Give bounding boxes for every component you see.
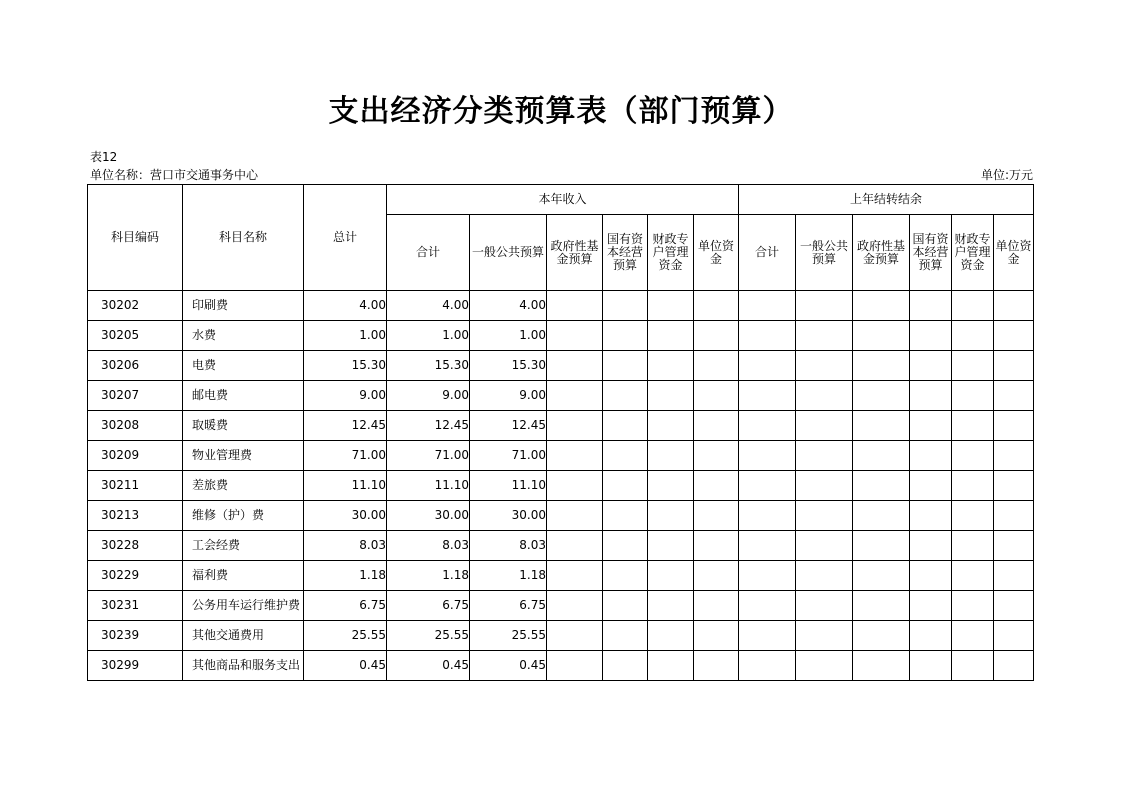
- header-current-general: 一般公共预算: [470, 215, 547, 291]
- cell-current-unit: [694, 651, 739, 681]
- cell-current-general: 12.45: [470, 411, 547, 441]
- table-row: [88, 651, 1034, 681]
- cell-carry-special: [952, 591, 994, 621]
- cell-carry-general: [796, 321, 853, 351]
- cell-carry-capital: [910, 591, 952, 621]
- header-code: 科目编码: [88, 185, 183, 291]
- header-current-year: 本年收入: [387, 185, 739, 215]
- cell-carry-special: [952, 621, 994, 651]
- cell-current-capital: [603, 351, 648, 381]
- cell-current-sum: 1.18: [387, 561, 470, 591]
- cell-carry-capital: [910, 291, 952, 321]
- cell-carry-sum: [739, 381, 796, 411]
- cell-current-fund: [547, 411, 603, 441]
- cell-current-unit: [694, 321, 739, 351]
- cell-code: 30228: [88, 531, 183, 561]
- cell-name: 工会经费: [183, 531, 304, 561]
- cell-name: 邮电费: [183, 381, 304, 411]
- cell-total: 6.75: [304, 591, 387, 621]
- cell-current-general: 9.00: [470, 381, 547, 411]
- cell-carry-fund: [853, 291, 910, 321]
- cell-total: 8.03: [304, 531, 387, 561]
- cell-current-general: 71.00: [470, 441, 547, 471]
- cell-name: 取暖费: [183, 411, 304, 441]
- cell-current-fund: [547, 561, 603, 591]
- table-row: [88, 501, 1034, 531]
- cell-total: 11.10: [304, 471, 387, 501]
- cell-carry-unit: [994, 411, 1034, 441]
- cell-current-fund: [547, 321, 603, 351]
- cell-current-fund: [547, 381, 603, 411]
- cell-carry-sum: [739, 291, 796, 321]
- cell-current-unit: [694, 531, 739, 561]
- cell-carry-fund: [853, 351, 910, 381]
- cell-current-unit: [694, 381, 739, 411]
- cell-current-special: [648, 651, 694, 681]
- header-current-special: 财政专户管理资金: [648, 215, 694, 291]
- cell-current-capital: [603, 441, 648, 471]
- cell-carry-fund: [853, 381, 910, 411]
- header-current-capital: 国有资本经营预算: [603, 215, 648, 291]
- cell-current-capital: [603, 561, 648, 591]
- cell-total: 1.00: [304, 321, 387, 351]
- cell-code: 30202: [88, 291, 183, 321]
- cell-carry-unit: [994, 291, 1034, 321]
- cell-current-sum: 0.45: [387, 651, 470, 681]
- cell-current-general: 11.10: [470, 471, 547, 501]
- cell-current-capital: [603, 501, 648, 531]
- header-current-sum: 合计: [387, 215, 470, 291]
- cell-current-special: [648, 591, 694, 621]
- cell-carry-unit: [994, 531, 1034, 561]
- page-title: 支出经济分类预算表（部门预算）: [328, 94, 794, 129]
- cell-carry-sum: [739, 621, 796, 651]
- table-row: [88, 621, 1034, 651]
- header-carryover: 上年结转结余: [739, 185, 1034, 215]
- cell-name: 福利费: [183, 561, 304, 591]
- cell-carry-unit: [994, 471, 1034, 501]
- cell-current-sum: 12.45: [387, 411, 470, 441]
- cell-current-general: 8.03: [470, 531, 547, 561]
- cell-carry-special: [952, 291, 994, 321]
- cell-current-special: [648, 351, 694, 381]
- cell-total: 4.00: [304, 291, 387, 321]
- cell-current-sum: 71.00: [387, 441, 470, 471]
- budget-table: [87, 184, 1034, 681]
- cell-current-general: 1.18: [470, 561, 547, 591]
- cell-carry-capital: [910, 471, 952, 501]
- cell-carry-general: [796, 441, 853, 471]
- header-carry-capital: 国有资本经营预算: [910, 215, 952, 291]
- cell-carry-special: [952, 321, 994, 351]
- cell-code: 30299: [88, 651, 183, 681]
- cell-carry-general: [796, 531, 853, 561]
- cell-carry-capital: [910, 621, 952, 651]
- cell-carry-fund: [853, 321, 910, 351]
- cell-current-special: [648, 531, 694, 561]
- cell-carry-general: [796, 351, 853, 381]
- cell-carry-fund: [853, 501, 910, 531]
- cell-carry-fund: [853, 531, 910, 561]
- cell-current-fund: [547, 441, 603, 471]
- cell-carry-special: [952, 411, 994, 441]
- cell-carry-fund: [853, 591, 910, 621]
- cell-code: 30211: [88, 471, 183, 501]
- cell-carry-general: [796, 561, 853, 591]
- cell-current-unit: [694, 471, 739, 501]
- cell-carry-sum: [739, 351, 796, 381]
- table-row: [88, 531, 1034, 561]
- header-carry-special: 财政专户管理资金: [952, 215, 994, 291]
- cell-carry-unit: [994, 381, 1034, 411]
- table-row: [88, 591, 1034, 621]
- cell-carry-general: [796, 291, 853, 321]
- cell-total: 15.30: [304, 351, 387, 381]
- cell-carry-special: [952, 531, 994, 561]
- cell-current-sum: 1.00: [387, 321, 470, 351]
- cell-carry-fund: [853, 441, 910, 471]
- cell-current-sum: 30.00: [387, 501, 470, 531]
- unit-name-label: 单位名称：营口市交通事务中心: [90, 168, 259, 182]
- cell-current-capital: [603, 591, 648, 621]
- cell-carry-fund: [853, 621, 910, 651]
- cell-carry-capital: [910, 441, 952, 471]
- cell-code: 30205: [88, 321, 183, 351]
- cell-carry-general: [796, 651, 853, 681]
- cell-carry-capital: [910, 351, 952, 381]
- cell-total: 25.55: [304, 621, 387, 651]
- table-row: [88, 321, 1034, 351]
- cell-current-special: [648, 501, 694, 531]
- cell-total: 1.18: [304, 561, 387, 591]
- cell-current-unit: [694, 561, 739, 591]
- cell-current-special: [648, 621, 694, 651]
- cell-carry-fund: [853, 561, 910, 591]
- cell-current-capital: [603, 381, 648, 411]
- header-carry-general: 一般公共预算: [796, 215, 853, 291]
- cell-current-special: [648, 441, 694, 471]
- cell-carry-sum: [739, 501, 796, 531]
- cell-current-unit: [694, 621, 739, 651]
- cell-code: 30229: [88, 561, 183, 591]
- cell-current-sum: 8.03: [387, 531, 470, 561]
- cell-name: 电费: [183, 351, 304, 381]
- cell-carry-unit: [994, 561, 1034, 591]
- cell-code: 30231: [88, 591, 183, 621]
- cell-name: 其他商品和服务支出: [183, 651, 304, 681]
- cell-current-general: 25.55: [470, 621, 547, 651]
- cell-carry-special: [952, 441, 994, 471]
- cell-carry-fund: [853, 411, 910, 441]
- cell-carry-special: [952, 351, 994, 381]
- cell-carry-general: [796, 501, 853, 531]
- cell-carry-capital: [910, 651, 952, 681]
- cell-current-unit: [694, 591, 739, 621]
- cell-total: 0.45: [304, 651, 387, 681]
- cell-carry-special: [952, 651, 994, 681]
- cell-carry-sum: [739, 561, 796, 591]
- cell-carry-unit: [994, 351, 1034, 381]
- cell-carry-unit: [994, 591, 1034, 621]
- cell-name: 印刷费: [183, 291, 304, 321]
- cell-carry-fund: [853, 471, 910, 501]
- table-row: [88, 291, 1034, 321]
- cell-current-general: 6.75: [470, 591, 547, 621]
- cell-current-capital: [603, 621, 648, 651]
- cell-name: 物业管理费: [183, 441, 304, 471]
- cell-carry-unit: [994, 441, 1034, 471]
- cell-current-special: [648, 471, 694, 501]
- cell-carry-capital: [910, 501, 952, 531]
- header-name: 科目名称: [183, 185, 304, 291]
- cell-current-fund: [547, 351, 603, 381]
- header-current-unit: 单位资金: [694, 215, 739, 291]
- cell-carry-capital: [910, 411, 952, 441]
- cell-current-fund: [547, 501, 603, 531]
- cell-current-capital: [603, 291, 648, 321]
- cell-name: 其他交通费用: [183, 621, 304, 651]
- cell-current-fund: [547, 621, 603, 651]
- cell-carry-general: [796, 621, 853, 651]
- cell-current-general: 4.00: [470, 291, 547, 321]
- cell-current-special: [648, 321, 694, 351]
- cell-carry-general: [796, 381, 853, 411]
- cell-total: 9.00: [304, 381, 387, 411]
- cell-current-sum: 6.75: [387, 591, 470, 621]
- cell-current-unit: [694, 501, 739, 531]
- cell-current-sum: 25.55: [387, 621, 470, 651]
- cell-current-unit: [694, 351, 739, 381]
- cell-carry-fund: [853, 651, 910, 681]
- cell-current-capital: [603, 651, 648, 681]
- cell-current-special: [648, 561, 694, 591]
- cell-current-fund: [547, 531, 603, 561]
- cell-carry-capital: [910, 561, 952, 591]
- cell-current-capital: [603, 411, 648, 441]
- table-row: [88, 441, 1034, 471]
- cell-carry-special: [952, 501, 994, 531]
- table-row: [88, 471, 1034, 501]
- cell-carry-unit: [994, 651, 1034, 681]
- cell-current-general: 0.45: [470, 651, 547, 681]
- cell-current-unit: [694, 411, 739, 441]
- cell-current-special: [648, 411, 694, 441]
- cell-name: 维修（护）费: [183, 501, 304, 531]
- cell-current-general: 15.30: [470, 351, 547, 381]
- cell-code: 30207: [88, 381, 183, 411]
- cell-current-sum: 4.00: [387, 291, 470, 321]
- currency-unit-label: 单位:万元: [980, 168, 1033, 182]
- cell-current-fund: [547, 591, 603, 621]
- cell-current-general: 1.00: [470, 321, 547, 351]
- cell-carry-capital: [910, 321, 952, 351]
- cell-current-capital: [603, 531, 648, 561]
- cell-carry-unit: [994, 501, 1034, 531]
- cell-current-special: [648, 381, 694, 411]
- cell-current-general: 30.00: [470, 501, 547, 531]
- cell-carry-capital: [910, 381, 952, 411]
- cell-carry-special: [952, 381, 994, 411]
- cell-current-capital: [603, 471, 648, 501]
- cell-current-fund: [547, 471, 603, 501]
- table-row: [88, 381, 1034, 411]
- cell-current-unit: [694, 441, 739, 471]
- cell-current-sum: 9.00: [387, 381, 470, 411]
- table-number: 表12: [90, 150, 118, 164]
- cell-carry-special: [952, 471, 994, 501]
- table-row: [88, 561, 1034, 591]
- table-row: [88, 411, 1034, 441]
- cell-carry-special: [952, 561, 994, 591]
- table-row: [88, 351, 1034, 381]
- cell-code: 30213: [88, 501, 183, 531]
- cell-current-sum: 11.10: [387, 471, 470, 501]
- cell-carry-general: [796, 591, 853, 621]
- cell-total: 12.45: [304, 411, 387, 441]
- cell-carry-general: [796, 471, 853, 501]
- cell-code: 30209: [88, 441, 183, 471]
- cell-current-fund: [547, 651, 603, 681]
- cell-current-capital: [603, 321, 648, 351]
- cell-carry-sum: [739, 651, 796, 681]
- header-carry-fund: 政府性基金预算: [853, 215, 910, 291]
- cell-carry-sum: [739, 591, 796, 621]
- cell-code: 30239: [88, 621, 183, 651]
- header-carry-sum: 合计: [739, 215, 796, 291]
- cell-code: 30208: [88, 411, 183, 441]
- cell-current-special: [648, 291, 694, 321]
- cell-total: 30.00: [304, 501, 387, 531]
- cell-carry-general: [796, 411, 853, 441]
- cell-name: 公务用车运行维护费: [183, 591, 304, 621]
- header-row-1: [88, 185, 1034, 215]
- header-carry-unit: 单位资金: [994, 215, 1034, 291]
- cell-name: 水费: [183, 321, 304, 351]
- header-current-fund: 政府性基金预算: [547, 215, 603, 291]
- cell-current-fund: [547, 291, 603, 321]
- cell-carry-sum: [739, 321, 796, 351]
- cell-name: 差旅费: [183, 471, 304, 501]
- cell-carry-sum: [739, 441, 796, 471]
- cell-total: 71.00: [304, 441, 387, 471]
- cell-carry-unit: [994, 321, 1034, 351]
- cell-current-unit: [694, 291, 739, 321]
- cell-carry-sum: [739, 531, 796, 561]
- cell-carry-sum: [739, 471, 796, 501]
- header-total: 总计: [304, 185, 387, 291]
- cell-current-sum: 15.30: [387, 351, 470, 381]
- cell-carry-sum: [739, 411, 796, 441]
- cell-carry-capital: [910, 531, 952, 561]
- cell-code: 30206: [88, 351, 183, 381]
- cell-carry-unit: [994, 621, 1034, 651]
